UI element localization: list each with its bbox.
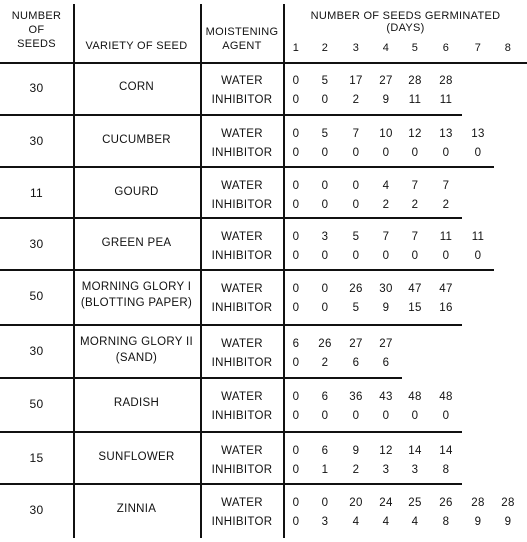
agent-water: WATER [221, 338, 263, 350]
inhibitor-value: 0 [411, 147, 419, 159]
header-moistening-agent-line: AGENT [222, 40, 262, 52]
inhibitor-value: 5 [352, 302, 360, 314]
water-value: 43 [379, 391, 393, 403]
water-value: 27 [379, 75, 393, 87]
inhibitor-value: 2 [352, 94, 360, 106]
water-value: 12 [379, 445, 393, 457]
water-value: 4 [382, 180, 390, 192]
water-value: 26 [439, 497, 453, 509]
header-day: 2 [321, 42, 329, 54]
inhibitor-value: 0 [474, 250, 482, 262]
row-rule [0, 269, 284, 271]
row-variety: (BLOTTING PAPER) [80, 296, 193, 309]
inhibitor-value: 0 [352, 250, 360, 262]
inhibitor-value: 0 [321, 250, 329, 262]
inhibitor-value: 0 [321, 302, 329, 314]
water-value: 6 [321, 391, 329, 403]
inhibitor-value: 3 [411, 464, 419, 476]
water-value: 12 [408, 128, 422, 140]
water-value: 28 [439, 75, 453, 87]
inhibitor-value: 2 [382, 199, 390, 211]
water-value: 47 [439, 283, 453, 295]
water-value: 0 [321, 497, 329, 509]
water-value: 9 [352, 445, 360, 457]
water-value: 5 [321, 128, 329, 140]
inhibitor-value: 0 [352, 199, 360, 211]
row-variety: GREEN PEA [101, 236, 172, 249]
inhibitor-value: 11 [439, 94, 453, 106]
inhibitor-value: 6 [352, 357, 360, 369]
row-variety: MORNING GLORY II [79, 335, 193, 348]
row-number-of-seeds: 50 [29, 396, 44, 411]
water-value: 6 [321, 445, 329, 457]
water-value: 7 [442, 180, 450, 192]
header-number-of-seeds-line: NUMBER [11, 10, 62, 22]
inhibitor-value: 0 [442, 250, 450, 262]
water-value: 0 [321, 180, 329, 192]
inhibitor-value: 0 [442, 147, 450, 159]
water-value: 47 [408, 283, 422, 295]
row-rule [0, 166, 284, 168]
inhibitor-value: 0 [292, 147, 300, 159]
row-rule [284, 483, 462, 485]
row-number-of-seeds: 30 [29, 343, 44, 358]
row-rule [284, 217, 462, 219]
water-value: 48 [439, 391, 453, 403]
inhibitor-value: 0 [321, 199, 329, 211]
header-number-of-seeds-line: OF [28, 24, 45, 36]
water-value: 26 [318, 338, 332, 350]
water-value: 24 [379, 497, 393, 509]
inhibitor-value: 0 [352, 410, 360, 422]
agent-inhibitor: INHIBITOR [211, 250, 273, 262]
header-day: 6 [442, 42, 450, 54]
header-day: 4 [382, 42, 390, 54]
water-value: 0 [352, 180, 360, 192]
row-rule [0, 431, 284, 433]
inhibitor-value: 9 [382, 302, 390, 314]
header-day: 1 [292, 42, 300, 54]
water-value: 27 [379, 338, 393, 350]
agent-inhibitor: INHIBITOR [211, 464, 273, 476]
row-rule [284, 166, 494, 168]
water-value: 0 [292, 128, 300, 140]
agent-water: WATER [221, 391, 263, 403]
row-rule [284, 324, 462, 326]
header-moistening-agent-line: MOISTENING [205, 26, 279, 38]
water-value: 20 [349, 497, 363, 509]
inhibitor-value: 9 [382, 94, 390, 106]
water-value: 0 [292, 180, 300, 192]
inhibitor-value: 0 [382, 147, 390, 159]
agent-inhibitor: INHIBITOR [211, 94, 273, 106]
inhibitor-value: 0 [292, 250, 300, 262]
inhibitor-value: 0 [292, 199, 300, 211]
row-number-of-seeds: 30 [29, 133, 44, 148]
row-number-of-seeds: 50 [29, 288, 44, 303]
row-rule [0, 377, 284, 379]
row-variety: CUCUMBER [102, 133, 171, 146]
inhibitor-value: 8 [442, 516, 450, 528]
inhibitor-value: 0 [292, 410, 300, 422]
inhibitor-value: 0 [292, 357, 300, 369]
inhibitor-value: 6 [382, 357, 390, 369]
agent-inhibitor: INHIBITOR [211, 516, 273, 528]
agent-water: WATER [221, 180, 263, 192]
water-value: 14 [408, 445, 422, 457]
header-number-of-seeds-line: SEEDS [17, 38, 56, 50]
row-number-of-seeds: 30 [29, 80, 44, 95]
row-rule [0, 114, 284, 116]
header-day: 8 [504, 42, 512, 54]
agent-inhibitor: INHIBITOR [211, 410, 273, 422]
row-number-of-seeds: 11 [29, 185, 44, 200]
inhibitor-value: 0 [292, 464, 300, 476]
water-value: 27 [349, 338, 363, 350]
row-variety: CORN [118, 80, 155, 93]
row-rule [0, 483, 284, 485]
agent-water: WATER [221, 497, 263, 509]
inhibitor-value: 0 [442, 410, 450, 422]
inhibitor-value: 3 [382, 464, 390, 476]
inhibitor-value: 0 [474, 147, 482, 159]
agent-inhibitor: INHIBITOR [211, 357, 273, 369]
water-value: 0 [292, 497, 300, 509]
inhibitor-value: 2 [411, 199, 419, 211]
water-value: 7 [411, 180, 419, 192]
row-variety: SUNFLOWER [98, 450, 175, 463]
inhibitor-value: 0 [292, 302, 300, 314]
water-value: 17 [349, 75, 363, 87]
inhibitor-value: 11 [408, 94, 422, 106]
inhibitor-value: 4 [352, 516, 360, 528]
inhibitor-value: 0 [352, 147, 360, 159]
water-value: 30 [379, 283, 393, 295]
agent-inhibitor: INHIBITOR [211, 199, 273, 211]
water-value: 28 [501, 497, 515, 509]
inhibitor-value: 0 [411, 250, 419, 262]
water-value: 11 [439, 231, 453, 243]
row-variety: RADISH [113, 396, 160, 409]
inhibitor-value: 0 [382, 250, 390, 262]
row-variety: GOURD [114, 185, 159, 198]
water-value: 48 [408, 391, 422, 403]
agent-water: WATER [221, 75, 263, 87]
inhibitor-value: 0 [382, 410, 390, 422]
row-number-of-seeds: 30 [29, 502, 44, 517]
row-variety: (SAND) [115, 351, 158, 364]
inhibitor-value: 1 [321, 464, 329, 476]
inhibitor-value: 0 [292, 516, 300, 528]
water-value: 5 [352, 231, 360, 243]
water-value: 10 [379, 128, 393, 140]
header-germinated-line: NUMBER OF SEEDS GERMINATED [310, 10, 501, 22]
water-value: 0 [292, 445, 300, 457]
water-value: 11 [471, 231, 485, 243]
water-value: 0 [321, 283, 329, 295]
row-rule [0, 217, 284, 219]
inhibitor-value: 0 [321, 147, 329, 159]
inhibitor-value: 0 [321, 410, 329, 422]
agent-water: WATER [221, 128, 263, 140]
water-value: 0 [292, 391, 300, 403]
water-value: 5 [321, 75, 329, 87]
header-day: 7 [474, 42, 482, 54]
agent-water: WATER [221, 445, 263, 457]
agent-inhibitor: INHIBITOR [211, 147, 273, 159]
row-rule [0, 62, 527, 64]
inhibitor-value: 2 [442, 199, 450, 211]
water-value: 0 [292, 231, 300, 243]
inhibitor-value: 9 [504, 516, 512, 528]
water-value: 0 [292, 75, 300, 87]
water-value: 0 [292, 283, 300, 295]
water-value: 6 [292, 338, 300, 350]
inhibitor-value: 0 [292, 94, 300, 106]
water-value: 7 [382, 231, 390, 243]
inhibitor-value: 0 [411, 410, 419, 422]
inhibitor-value: 15 [408, 302, 422, 314]
row-variety: ZINNIA [116, 502, 157, 515]
water-value: 36 [349, 391, 363, 403]
header-germinated-line: (DAYS) [386, 22, 425, 34]
row-rule [284, 269, 494, 271]
row-rule [284, 431, 462, 433]
inhibitor-value: 2 [321, 357, 329, 369]
header-day: 5 [411, 42, 419, 54]
header-day: 3 [352, 42, 360, 54]
agent-water: WATER [221, 231, 263, 243]
inhibitor-value: 9 [474, 516, 482, 528]
row-number-of-seeds: 15 [29, 450, 44, 465]
water-value: 25 [408, 497, 422, 509]
water-value: 28 [471, 497, 485, 509]
header-variety-of-seed: VARIETY OF SEED [85, 40, 188, 52]
water-value: 14 [439, 445, 453, 457]
row-number-of-seeds: 30 [29, 236, 44, 251]
water-value: 13 [439, 128, 453, 140]
row-rule [284, 114, 462, 116]
row-rule [0, 324, 284, 326]
row-variety: MORNING GLORY I [81, 280, 192, 293]
inhibitor-value: 4 [411, 516, 419, 528]
inhibitor-value: 8 [442, 464, 450, 476]
inhibitor-value: 4 [382, 516, 390, 528]
water-value: 7 [352, 128, 360, 140]
inhibitor-value: 2 [352, 464, 360, 476]
inhibitor-value: 0 [321, 94, 329, 106]
inhibitor-value: 3 [321, 516, 329, 528]
inhibitor-value: 16 [439, 302, 453, 314]
row-rule [284, 377, 402, 379]
agent-water: WATER [221, 283, 263, 295]
agent-inhibitor: INHIBITOR [211, 302, 273, 314]
water-value: 13 [471, 128, 485, 140]
water-value: 7 [411, 231, 419, 243]
water-value: 28 [408, 75, 422, 87]
water-value: 26 [349, 283, 363, 295]
water-value: 3 [321, 231, 329, 243]
